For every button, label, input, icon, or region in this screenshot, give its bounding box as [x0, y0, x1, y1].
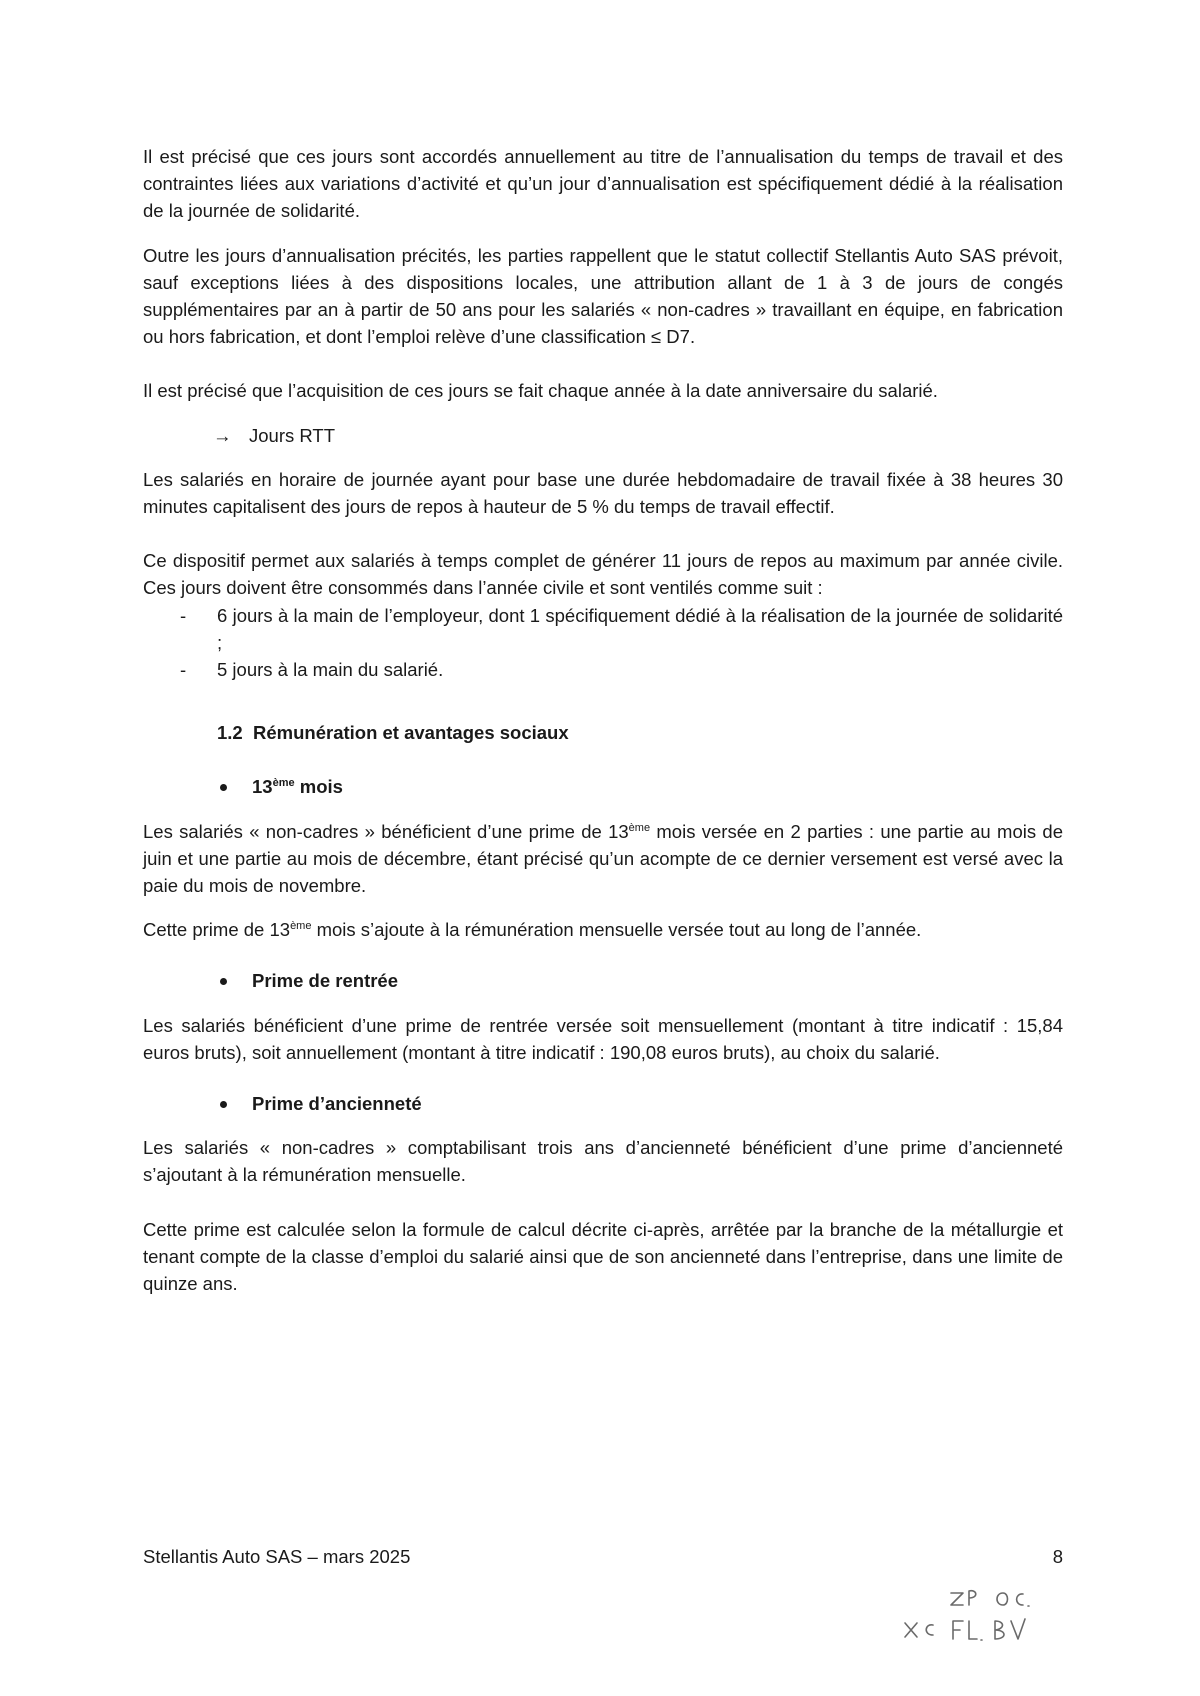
paragraph-prime-anciennete: Les salariés « non-cadres » comptabilisant trois ans d’ancienneté bénéficient d’une prime d’ancienneté s’ajoutant à la rémunération mensuelle.: [143, 1137, 1063, 1186]
subheading-label: Jours RTT: [249, 424, 336, 446]
page-number: 8: [1052, 1546, 1063, 1567]
section-heading: [143, 719, 1063, 746]
bullet-heading-prime-anciennete: Prime d’ancienneté: [143, 1090, 1063, 1117]
document-body: [143, 143, 1063, 1297]
bullet-icon: [220, 784, 227, 791]
paragraph-conges-supplementaires: Outre les jours d’annualisation précités, les parties rappellent que le statut collectif Stellantis Auto SAS prévoit, sauf exceptions liées à des dispositions locales, une attribution allant de 1 à 3 de jours de congés supplémentaires par an à partir de 50 ans pour les salariés « non-cadres » travaillant en équipe, en fabrication ou hors fabrication, et dont l’emploi relève d’une classification ≤ D7.: [143, 244, 1063, 348]
arrow-right-icon: →: [213, 424, 232, 446]
bullet-icon: [220, 978, 227, 985]
list-dash: -: [180, 659, 187, 681]
paragraph-annualisation: Il est précisé que ces jours sont accordés annuellement au titre de l’annualisation du temps de travail et des contraintes liées aux variations d’activité et qu’un jour d’annualisation est spécifiquement dédié à la réalisation de la journée de solidarité.: [143, 146, 1063, 222]
bullet-icon: [220, 1101, 227, 1108]
section-title: Rémunération et avantages sociaux: [253, 722, 569, 744]
bullet-heading-13eme-mois: 13ème mois: [143, 773, 1063, 800]
subheading-jours-rtt: [143, 422, 1063, 449]
paragraph-formule-calcul: Cette prime est calculée selon la formule de calcul décrite ci-après, arrêtée par la branche de la métallurgie et tenant compte de la classe d’emploi du salarié ainsi que de son ancienneté dans l’entreprise, dans une limite de quinze ans.: [143, 1218, 1063, 1295]
paragraph-13eme-mois-ajout: Cette prime de 13ème mois s’ajoute à la rémunération mensuelle versée tout au long de l’année.: [143, 919, 922, 941]
paragraph-horaire-journee: Les salariés en horaire de journée ayant pour base une durée hebdomadaire de travail fixée à 38 heures 30 minutes capitalisent des jours de repos à hauteur de 5 % du temps de travail effectif.: [143, 468, 1063, 518]
paragraph-acquisition: Il est précisé que l’acquisition de ces jours se fait chaque année à la date anniversaire du salarié.: [143, 380, 938, 402]
list-item: - 5 jours à la main du salarié.: [143, 656, 1063, 683]
paragraph-prime-rentree: Les salariés bénéficient d’une prime de rentrée versée soit mensuellement (montant à titre indicatif : 15,84 euros bruts), soit annuellement (montant à titre indicatif : 190,08 euros bruts), au choix du salarié.: [143, 1014, 1063, 1063]
bullet-heading-prime-rentree: Prime de rentrée: [143, 967, 1063, 994]
list-item: - 6 jours à la main de l’employeur, dont 1 spécifiquement dédié à la réalisation de la journée de solidarité ;: [143, 602, 1063, 656]
page-footer: [143, 1543, 1063, 1570]
handwritten-initials: [895, 1585, 1075, 1655]
rtt-distribution-list: [143, 602, 1063, 684]
paragraph-dispositif: Ce dispositif permet aux salariés à temps complet de générer 11 jours de repos au maximum par année civile. Ces jours doivent être consommés dans l’année civile et sont ventilés comme suit :: [143, 550, 1063, 599]
footer-company-date: Stellantis Auto SAS – mars 2025: [143, 1546, 411, 1567]
section-number: 1.2: [217, 722, 243, 744]
list-dash: -: [180, 604, 187, 626]
paragraph-13eme-mois: Les salariés « non-cadres » bénéficient d’une prime de 13ème mois versée en 2 parties : une partie au mois de juin et une partie au mois de décembre, étant précisé qu’un acompte de ce dernier versement est versé avec la paie du mois de novembre.: [143, 820, 1063, 897]
